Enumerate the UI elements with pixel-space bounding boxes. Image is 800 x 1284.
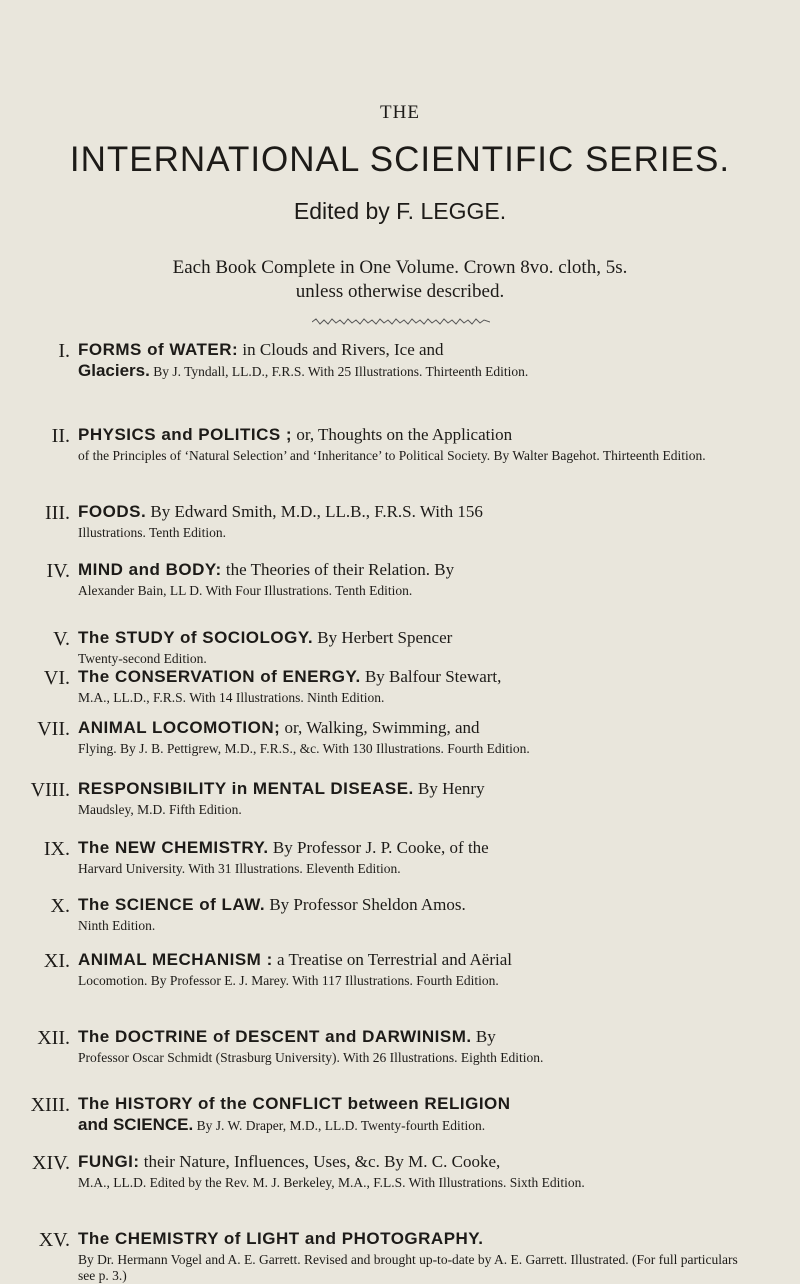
entry-heading — [78, 1229, 738, 1249]
entry-details-text: Alexander Bain, LL D. With Four Illustrations. Tenth Edition. — [78, 583, 413, 598]
entry-number: I. — [58, 340, 70, 362]
entry-heading — [78, 560, 738, 580]
entry-heading — [78, 502, 738, 522]
entry-details — [78, 690, 738, 706]
entry-details-text: Twenty-second Edition. — [78, 651, 207, 666]
entry-heading-text: By — [471, 1027, 496, 1046]
entry-number: V. — [53, 628, 70, 650]
entry-number: XV. — [38, 1229, 70, 1251]
entry-title: The STUDY of SOCIOLOGY. — [78, 628, 314, 647]
entry-details — [78, 1175, 738, 1191]
series-title: INTERNATIONAL SCIENTIFIC SERIES. — [69, 140, 731, 179]
entry-details-text: of the Principles of ‘Natural Selection’ and ‘Inheritance’ to Political Society. By Walter Bagehot. Thirteenth Edition. — [78, 448, 706, 463]
entry-heading — [78, 779, 738, 799]
entry-title-continued: Glaciers. — [78, 361, 150, 380]
entry-number: VI. — [43, 667, 70, 689]
entry-title: The CHEMISTRY of LIGHT and PHOTOGRAPHY. — [78, 1229, 484, 1248]
entry-number: IV. — [46, 560, 70, 582]
editor-line: Edited by F. LEGGE. — [293, 198, 507, 224]
entry-details — [78, 1117, 738, 1134]
entry-heading-text: a Treatise on Terrestrial and Aërial — [272, 950, 512, 969]
entry-heading — [78, 1152, 738, 1172]
entry-heading-text: or, Thoughts on the Application — [292, 425, 513, 444]
entry-number: X. — [50, 895, 70, 917]
entry-title: The NEW CHEMISTRY. — [78, 838, 269, 857]
entry-title: The DOCTRINE of DESCENT and DARWINISM. — [78, 1027, 472, 1046]
entry-heading — [78, 1027, 738, 1047]
entry-details — [78, 973, 738, 989]
entry-details — [78, 525, 738, 541]
entry-number: XI. — [43, 950, 70, 972]
entry-heading-text: or, Walking, Swimming, and — [280, 718, 480, 737]
entry-details-text: By J. W. Draper, M.D., LL.D. Twenty-fourth Edition. — [193, 1118, 486, 1133]
entry-details-text: Ninth Edition. — [78, 918, 156, 933]
entry-heading — [78, 718, 738, 738]
entry-details — [78, 448, 738, 464]
entry-heading — [78, 950, 738, 970]
entry-number: II. — [51, 425, 70, 447]
entry-heading — [78, 1094, 738, 1114]
entry-title: ANIMAL LOCOMOTION; — [78, 718, 281, 737]
entry-number: XII. — [37, 1027, 70, 1049]
entry-heading — [78, 340, 738, 360]
entry-details — [78, 1050, 738, 1066]
entry-number: III. — [45, 502, 70, 524]
entry-heading — [78, 667, 738, 687]
entry-details-text: Maudsley, M.D. Fifth Edition. — [78, 802, 242, 817]
entry-details-text: Professor Oscar Schmidt (Strasburg University). With 26 Illustrations. Eighth Edition. — [78, 1050, 544, 1065]
entry-details — [78, 802, 738, 818]
entry-number: XIII. — [30, 1094, 70, 1116]
entry-title: The HISTORY of the CONFLICT between RELIGION — [78, 1094, 511, 1113]
entry-details — [78, 1252, 738, 1284]
entry-heading-text: the Theories of their Relation. By — [221, 560, 455, 579]
entry-number: VIII. — [30, 779, 70, 801]
entry-heading-text: By Herbert Spencer — [313, 628, 453, 647]
description-line-1: Each Book Complete in One Volume. Crown 8vo. cloth, 5s. — [172, 257, 628, 278]
entry-details — [78, 861, 738, 877]
series-prefix: THE — [380, 102, 420, 123]
entry-heading — [78, 425, 738, 445]
entry-heading-text: By Edward Smith, M.D., LL.B., F.R.S. With 156 — [146, 502, 483, 521]
entry-heading-text: in Clouds and Rivers, Ice and — [238, 340, 444, 359]
entry-heading — [78, 895, 738, 915]
entry-number: IX. — [43, 838, 70, 860]
entry-title-continued: and SCIENCE. — [78, 1115, 194, 1134]
entry-heading — [78, 628, 738, 648]
entry-title: RESPONSIBILITY in MENTAL DISEASE. — [78, 779, 414, 798]
entry-title: The SCIENCE of LAW. — [78, 895, 266, 914]
entry-details — [78, 741, 738, 757]
entry-details-text: By J. Tyndall, LL.D., F.R.S. With 25 Illustrations. Thirteenth Edition. — [149, 364, 529, 379]
entry-details-text: Flying. By J. B. Pettigrew, M.D., F.R.S., &c. With 130 Illustrations. Fourth Edition. — [78, 741, 530, 756]
entry-title: MIND and BODY: — [78, 560, 222, 579]
entry-number: VII. — [37, 718, 70, 740]
entry-details — [78, 918, 738, 934]
entry-heading-text: By Professor Sheldon Amos. — [265, 895, 466, 914]
entry-title: ANIMAL MECHANISM : — [78, 950, 273, 969]
entry-details-text: M.A., LL.D. Edited by the Rev. M. J. Berkeley, M.A., F.L.S. With Illustrations. Sixth Edition. — [78, 1175, 585, 1190]
entry-details-text: M.A., LL.D., F.R.S. With 14 Illustrations. Ninth Edition. — [78, 690, 385, 705]
entry-details-text: By Dr. Hermann Vogel and A. E. Garrett. Revised and brought up-to-date by A. E. Garrett. Illustrated. (For full particulars see p. 3.) — [78, 1252, 738, 1283]
entry-details-text: Locomotion. By Professor E. J. Marey. With 117 Illustrations. Fourth Edition. — [78, 973, 499, 988]
entry-details-text: Illustrations. Tenth Edition. — [78, 525, 227, 540]
ornamental-divider — [312, 318, 490, 326]
entry-heading-text: By Henry — [413, 779, 485, 798]
entry-details-text: Harvard University. With 31 Illustrations. Eleventh Edition. — [78, 861, 401, 876]
entry-title: FOODS. — [78, 502, 147, 521]
entry-heading-text: By Professor J. P. Cooke, of the — [268, 838, 489, 857]
entry-details — [78, 363, 738, 380]
entry-number: XIV. — [32, 1152, 70, 1174]
series-description — [0, 256, 800, 304]
entry-title: The CONSERVATION of ENERGY. — [78, 667, 361, 686]
entry-title: FORMS of WATER: — [78, 340, 239, 359]
entry-heading — [78, 838, 738, 858]
entry-details — [78, 583, 738, 599]
description-line-2: unless otherwise described. — [295, 281, 505, 302]
entry-heading-text: By Balfour Stewart, — [360, 667, 502, 686]
entry-title: FUNGI: — [78, 1152, 140, 1171]
entry-title: PHYSICS and POLITICS ; — [78, 425, 293, 444]
entry-details — [78, 651, 738, 667]
entry-heading-text: their Nature, Influences, Uses, &c. By M. C. Cooke, — [139, 1152, 501, 1171]
